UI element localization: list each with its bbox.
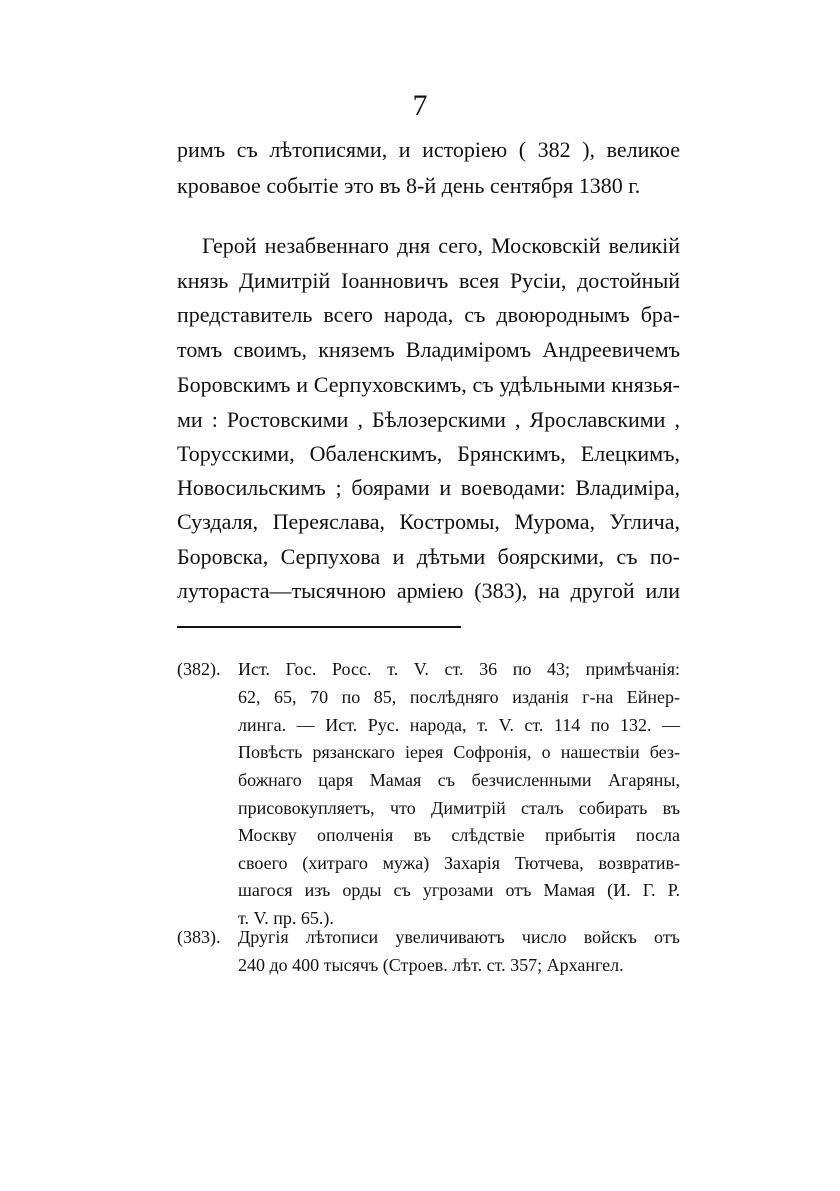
footnote-marker: (383). — [177, 927, 221, 947]
footnote-line: Ист. Гос. Росс. т. V. ст. 36 по 43; примѣчанія: — [238, 659, 680, 679]
text-line: князь Димитрій Іоанновичъ всея Русіи, достойный — [177, 268, 680, 293]
footnote-line: Повѣсть рязанскаго іерея Софронія, о нашествіи без- — [238, 742, 680, 762]
footnote-line: присовокупляетъ, что Димитрій сталъ собирать въ — [238, 798, 680, 818]
footnote-line: линга. — Ист. Рус. народа, т. V. ст. 114 по 132. — — [238, 715, 680, 735]
footnote-line: шагося изъ орды съ угрозами отъ Мамая (И. Г. Р. — [238, 880, 680, 900]
text-line: Суздаля, Переяслава, Костромы, Мурома, Углича, — [177, 509, 680, 534]
footnote-line: Москву ополченія въ слѣдствіе прибытія посла — [238, 825, 680, 845]
text-line: Герой незабвеннаго дня сего, Московскій великій — [202, 233, 680, 258]
text-line: Боровска, Серпухова и дѣтьми боярскими, съ по- — [177, 544, 680, 569]
text-line: Новосильскимъ ; боярами и воеводами: Владиміра, — [177, 475, 680, 500]
text-line: томъ своимъ, княземъ Владиміромъ Андреевичемъ — [177, 337, 680, 362]
text-line: представитель всего народа, съ двоюроднымъ бра- — [177, 302, 680, 327]
footnote-line: Другія лѣтописи увеличиваютъ число войскъ отъ — [238, 927, 680, 947]
text-line: Боровскимъ и Серпуховскимъ, съ удѣльными князья- — [177, 372, 680, 397]
footnote-line: божнаго царя Мамая съ безчисленными Агаряны, — [238, 770, 680, 790]
text-line: Торусскими, Обаленскимъ, Брянскимъ, Елецкимъ, — [177, 441, 680, 466]
text-line: кровавое событіе это въ 8-й день сентября 1380 г. — [177, 173, 641, 198]
footnote-line: своего (хитраго мужа) Захарія Тютчева, возвратив- — [238, 853, 680, 873]
footnote-line: 240 до 400 тысячъ (Строев. лѣт. ст. 357; Архангел. — [238, 955, 624, 975]
page-number: 7 — [412, 89, 428, 122]
text-line: римъ съ лѣтописями, и исторіею ( 382 ), великое — [177, 137, 680, 162]
text-line: лутораста—тысячною арміею (383), на другой или — [177, 578, 680, 603]
footnote-divider — [177, 626, 461, 628]
text-line: ми : Ростовскими , Бѣлозерскими , Ярославскими , — [177, 407, 680, 432]
footnote-line: 62, 65, 70 по 85, послѣдняго изданія г-на Ейнер- — [238, 687, 680, 707]
footnote-marker: (382). — [177, 659, 221, 679]
footnote-line: т. V. пр. 65.). — [238, 908, 334, 928]
